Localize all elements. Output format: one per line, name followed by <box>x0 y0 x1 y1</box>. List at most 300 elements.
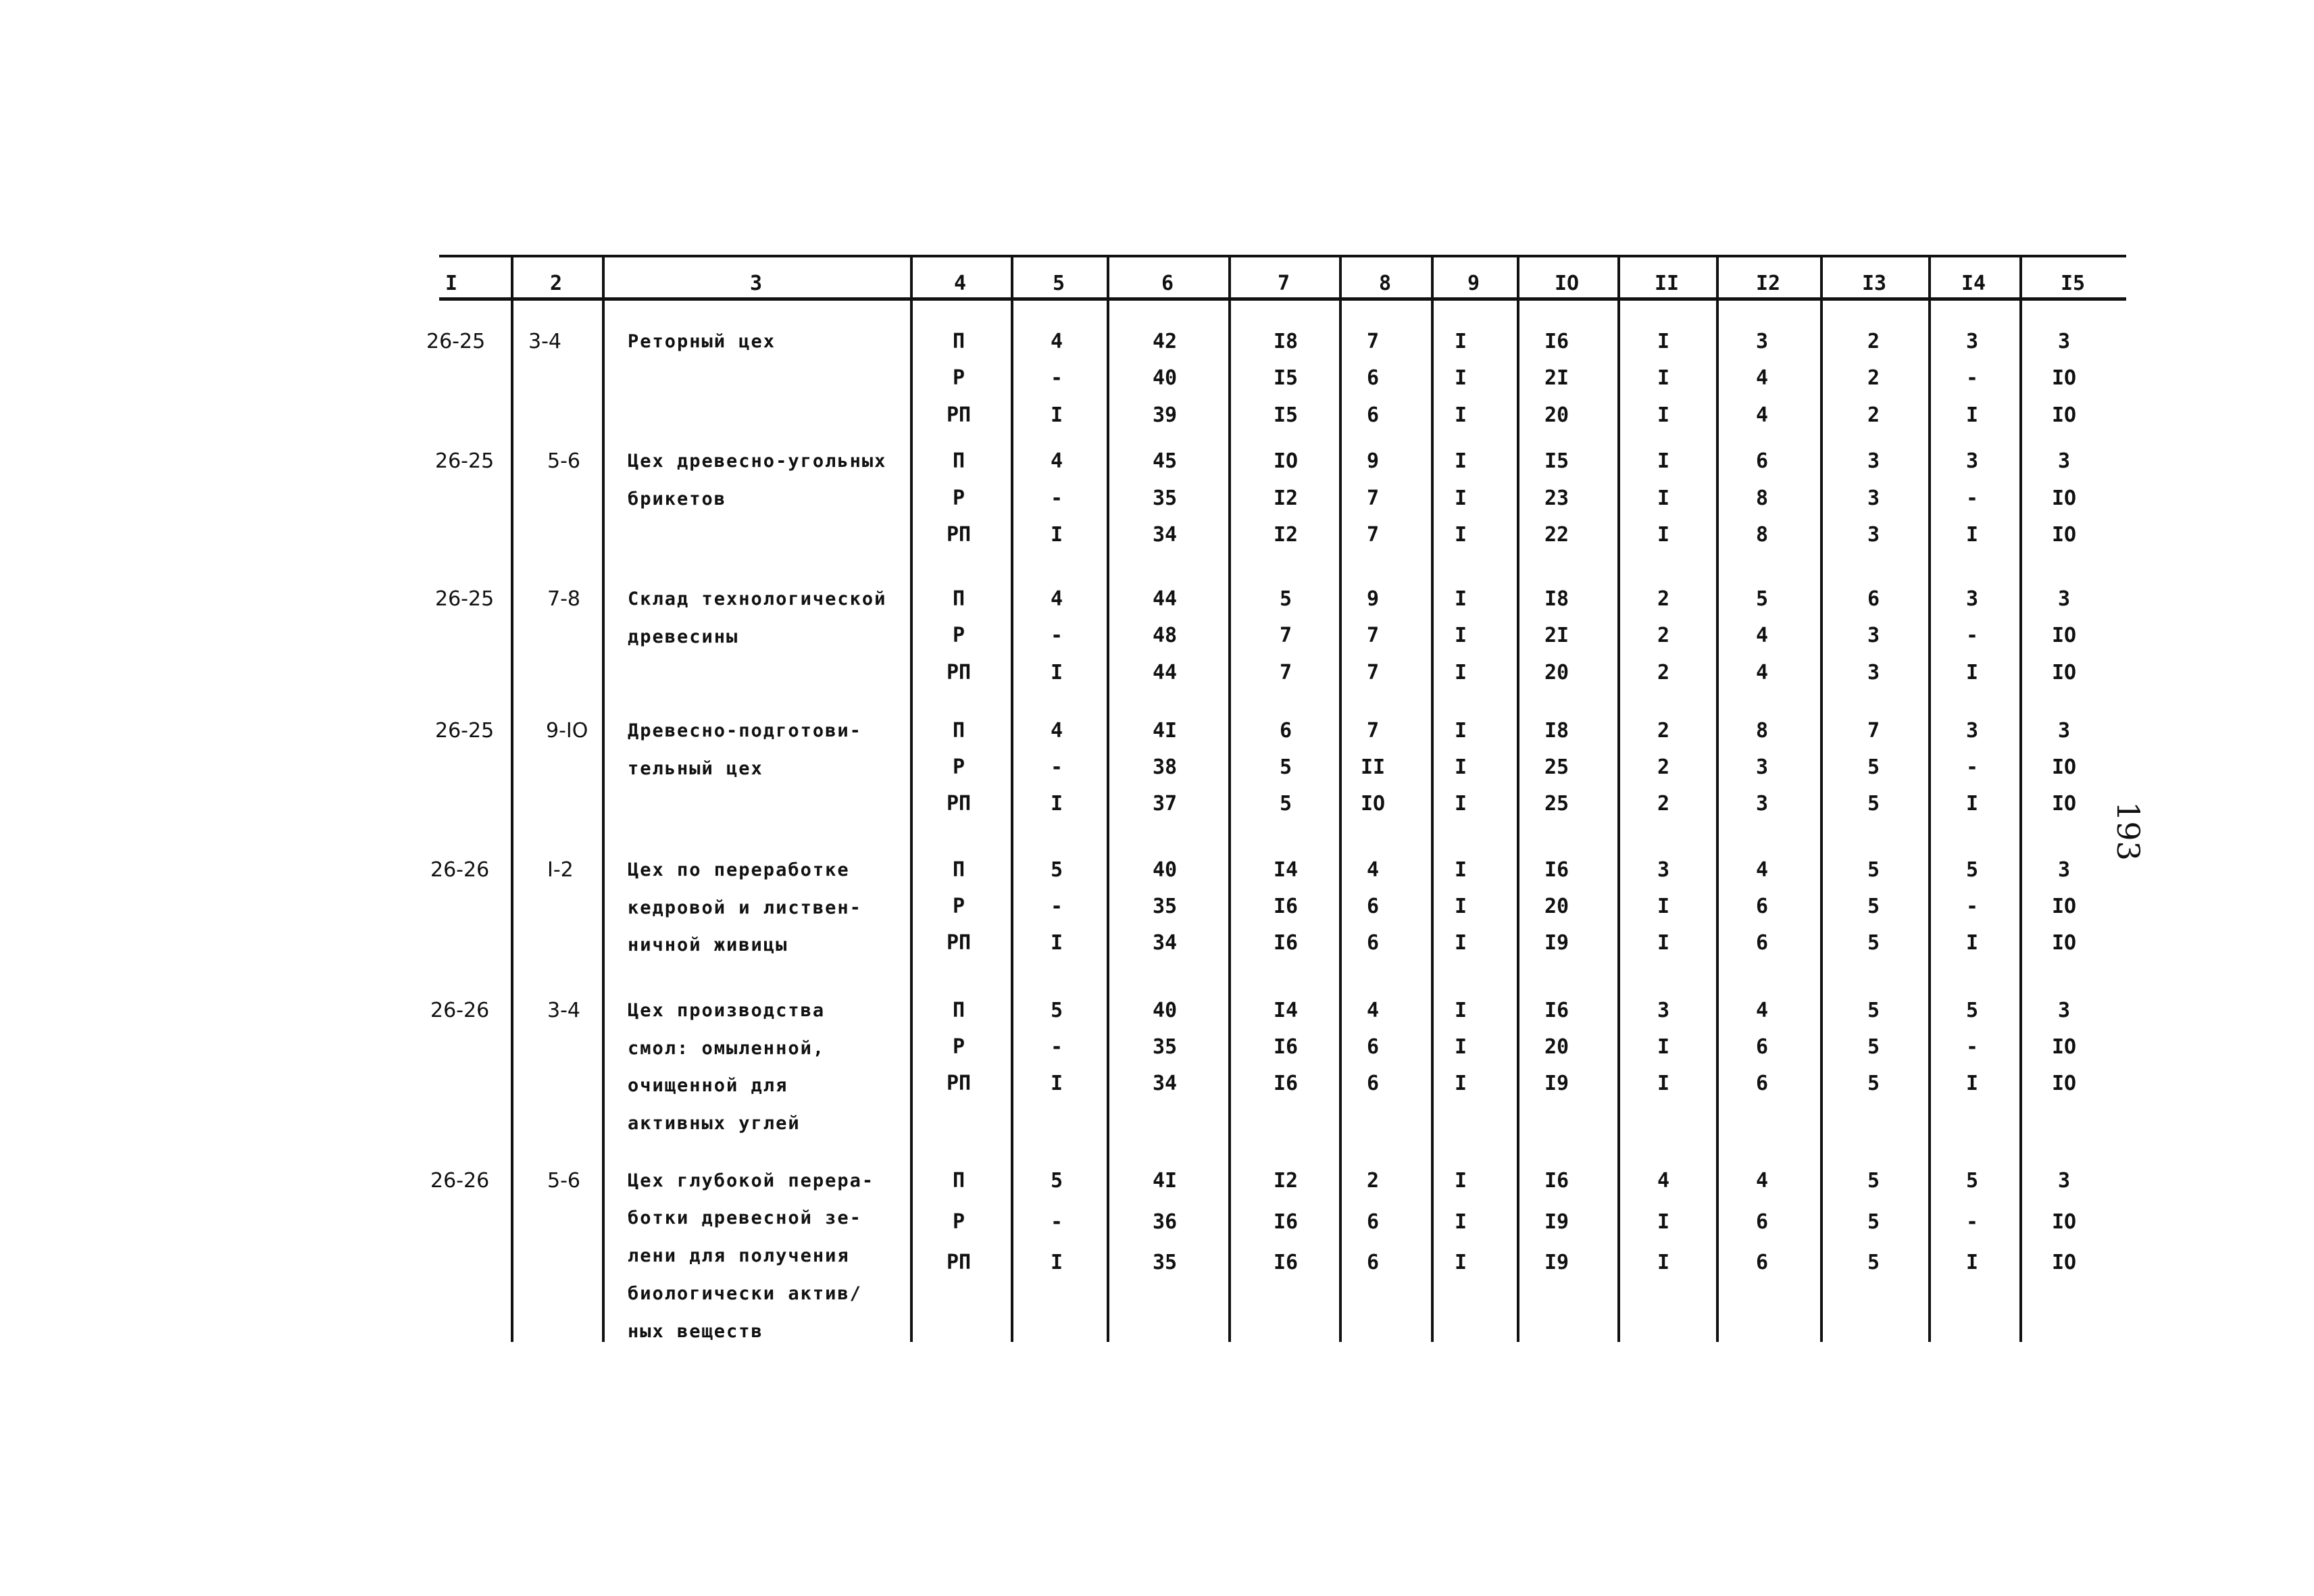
table-cell: 5 <box>1755 587 1769 611</box>
table-cell: 2 <box>1366 1169 1380 1193</box>
table-cell: I2 <box>1273 487 1299 510</box>
table-cell: 39 <box>1152 403 1178 427</box>
table-cell: 3 <box>2057 999 2071 1022</box>
column-header: 7 <box>1277 272 1290 295</box>
table-cell: 35 <box>1152 1035 1178 1059</box>
table-cell: I <box>1454 403 1467 427</box>
table-cell: I <box>1454 858 1467 882</box>
table-cell: 2I <box>1544 624 1569 647</box>
table-cell: IO <box>2051 1251 2077 1274</box>
table-cell: 6 <box>1279 719 1292 743</box>
table-cell: I <box>1050 661 1063 684</box>
table-cell: 4 <box>1755 858 1769 882</box>
table-cell: - <box>1965 366 1979 390</box>
table-cell: - <box>1965 895 1979 918</box>
table-cell: I6 <box>1544 999 1569 1022</box>
table-cell: 3 <box>1965 330 1979 353</box>
table-cell: РП <box>946 403 972 427</box>
table-cell: 4 <box>1366 999 1380 1022</box>
column-divider <box>602 257 605 1342</box>
column-divider <box>1517 257 1519 1342</box>
table-cell: 4 <box>1755 624 1769 647</box>
table-cell: 6 <box>1755 1035 1769 1059</box>
table-cell: 37 <box>1152 792 1178 816</box>
table-cell: 3 <box>1965 587 1979 611</box>
table-cell: 45 <box>1152 449 1178 473</box>
table-cell: I8 <box>1273 330 1299 353</box>
table-cell: 5 <box>1867 1169 1880 1193</box>
table-cell: 3 <box>1867 487 1880 510</box>
table-cell: I <box>1050 1251 1063 1274</box>
table-cell: 5 <box>1867 755 1880 779</box>
table-cell: 5 <box>1867 858 1880 882</box>
table-cell: IO <box>2051 1072 2077 1095</box>
table-cell: I <box>1454 895 1467 918</box>
row-description-line: Реторный цех <box>628 331 776 352</box>
table-cell: 5 <box>1279 792 1292 816</box>
table-cell: Р <box>952 1210 965 1234</box>
table-cell: I8 <box>1544 587 1569 611</box>
column-divider <box>910 257 913 1342</box>
column-divider <box>1617 257 1620 1342</box>
table-cell: IO <box>2051 895 2077 918</box>
column-header: 6 <box>1161 272 1174 295</box>
row-sheets: 3-4 <box>528 330 561 353</box>
table-cell: I6 <box>1273 931 1299 955</box>
table-cell: I <box>1454 330 1467 353</box>
table-cell: II <box>1360 755 1386 779</box>
table-cell: П <box>952 719 965 743</box>
table-cell: 40 <box>1152 999 1178 1022</box>
table-cell: 5 <box>1867 792 1880 816</box>
column-divider <box>1107 257 1109 1342</box>
table-cell: 2 <box>1657 587 1670 611</box>
table-cell: IO <box>2051 792 2077 816</box>
table-cell: 4 <box>1657 1169 1670 1193</box>
row-sheets: 9-IO <box>546 719 588 743</box>
column-divider <box>2019 257 2022 1342</box>
row-description-line: древесины <box>628 626 739 647</box>
table-cell: П <box>952 1169 965 1193</box>
table-cell: I <box>1454 587 1467 611</box>
table-cell: I <box>1454 792 1467 816</box>
table-cell: - <box>1965 755 1979 779</box>
table-cell: РП <box>946 1251 972 1274</box>
table-cell: 6 <box>1366 1251 1380 1274</box>
table-cell: - <box>1050 1210 1063 1234</box>
row-code: 26-25 <box>435 449 495 473</box>
table-cell: I <box>1454 661 1467 684</box>
table-cell: 2I <box>1544 366 1569 390</box>
table-cell: 6 <box>1366 931 1380 955</box>
table-cell: 48 <box>1152 624 1178 647</box>
table-cell: Р <box>952 624 965 647</box>
table-cell: П <box>952 587 965 611</box>
table-cell: 44 <box>1152 661 1178 684</box>
table-cell: IO <box>2051 624 2077 647</box>
table-cell: П <box>952 449 965 473</box>
table-cell: I6 <box>1273 1072 1299 1095</box>
table-cell: 4 <box>1755 1169 1769 1193</box>
table-cell: 35 <box>1152 487 1178 510</box>
row-description-line: Древесно-подготови- <box>628 720 862 741</box>
table-cell: 6 <box>1366 1210 1380 1234</box>
table-cell: I2 <box>1273 1169 1299 1193</box>
column-header: I4 <box>1961 272 1986 295</box>
table-cell: I <box>1657 403 1670 427</box>
row-description-line: очищенной для <box>628 1075 788 1096</box>
table-cell: 3 <box>1867 523 1880 547</box>
table-cell: I <box>1454 1035 1467 1059</box>
table-cell: IO <box>2051 661 2077 684</box>
table-cell: 7 <box>1366 719 1380 743</box>
column-header: 2 <box>549 272 563 295</box>
table-cell: I6 <box>1273 895 1299 918</box>
column-divider <box>1339 257 1342 1342</box>
table-cell: 7 <box>1366 661 1380 684</box>
table-cell: 7 <box>1366 330 1380 353</box>
table-cell: 6 <box>1755 449 1769 473</box>
table-cell: I <box>1965 1251 1979 1274</box>
table-cell: 4 <box>1366 858 1380 882</box>
table-cell: 3 <box>1657 999 1670 1022</box>
table-cell: 7 <box>1279 624 1292 647</box>
table-cell: I8 <box>1544 719 1569 743</box>
table-cell: - <box>1965 487 1979 510</box>
table-cell: I6 <box>1273 1210 1299 1234</box>
table-cell: 34 <box>1152 523 1178 547</box>
column-divider <box>1228 257 1231 1342</box>
table-cell: 5 <box>1965 999 1979 1022</box>
table-cell: I <box>1657 449 1670 473</box>
row-description-line: кедровой и листвен- <box>628 897 862 918</box>
table-cell: 2 <box>1657 755 1670 779</box>
table-cell: IO <box>2051 1210 2077 1234</box>
row-sheets: 5-6 <box>547 1169 580 1193</box>
table-cell: 3 <box>1965 719 1979 743</box>
table-cell: 5 <box>1279 587 1292 611</box>
table-cell: 5 <box>1867 1251 1880 1274</box>
column-header: 8 <box>1378 272 1392 295</box>
row-description-line: лени для получения <box>628 1245 850 1266</box>
column-divider <box>1716 257 1719 1342</box>
table-cell: 23 <box>1544 487 1569 510</box>
row-description-line: Склад технологической <box>628 589 887 609</box>
row-code: 26-26 <box>430 858 490 882</box>
table-cell: I4 <box>1273 999 1299 1022</box>
row-description-line: смол: омыленной, <box>628 1038 826 1059</box>
table-cell: IO <box>1273 449 1299 473</box>
table-cell: Р <box>952 755 965 779</box>
table-cell: 25 <box>1544 755 1569 779</box>
table-cell: 3 <box>2057 1169 2071 1193</box>
column-header: 3 <box>749 272 763 295</box>
column-header: 5 <box>1052 272 1065 295</box>
table-cell: IO <box>2051 487 2077 510</box>
table-cell: 7 <box>1867 719 1880 743</box>
table-cell: I <box>1050 1072 1063 1095</box>
table-cell: I <box>1050 403 1063 427</box>
table-cell: I <box>1965 661 1979 684</box>
table-cell: I <box>1454 523 1467 547</box>
column-header: I <box>445 272 458 295</box>
table-cell: I <box>1454 366 1467 390</box>
table-cell: - <box>1050 1035 1063 1059</box>
table-cell: 9 <box>1366 587 1380 611</box>
table-cell: 5 <box>1965 858 1979 882</box>
table-cell: 7 <box>1279 661 1292 684</box>
row-description-line: Цех по переработке <box>628 859 850 880</box>
table-cell: - <box>1050 755 1063 779</box>
table-cell: I <box>1657 895 1670 918</box>
table-cell: РП <box>946 931 972 955</box>
table-cell: I4 <box>1273 858 1299 882</box>
table-cell: 2 <box>1867 330 1880 353</box>
row-code: 26-25 <box>435 719 495 743</box>
table-cell: I9 <box>1544 931 1569 955</box>
row-description-line: биологически актив/ <box>628 1283 862 1304</box>
table-cell: I <box>1965 792 1979 816</box>
table-cell: 2 <box>1867 403 1880 427</box>
column-header: IO <box>1554 272 1580 295</box>
table-cell: - <box>1965 624 1979 647</box>
table-cell: I <box>1965 1072 1979 1095</box>
table-cell: 4 <box>1755 661 1769 684</box>
table-cell: I <box>1454 1210 1467 1234</box>
table-cell: I <box>1454 1072 1467 1095</box>
table-cell: IO <box>2051 1035 2077 1059</box>
table-cell: 6 <box>1366 403 1380 427</box>
row-code: 26-25 <box>435 587 495 611</box>
table-cell: I <box>1657 1251 1670 1274</box>
header-bottom-rule <box>439 297 2126 301</box>
table-cell: I <box>1965 931 1979 955</box>
table-top-rule <box>439 255 2126 257</box>
column-divider <box>1928 257 1931 1342</box>
table-cell: 20 <box>1544 403 1569 427</box>
table-cell: 35 <box>1152 1251 1178 1274</box>
row-description-line: активных углей <box>628 1113 801 1134</box>
row-sheets: I-2 <box>547 858 574 882</box>
row-code: 26-26 <box>430 1169 490 1193</box>
table-cell: 3 <box>1867 449 1880 473</box>
table-cell: I5 <box>1273 366 1299 390</box>
table-cell: - <box>1965 1210 1979 1234</box>
table-cell: 5 <box>1867 999 1880 1022</box>
table-cell: 8 <box>1755 487 1769 510</box>
table-cell: 2 <box>1657 792 1670 816</box>
table-cell: 3 <box>1867 624 1880 647</box>
table-cell: 6 <box>1366 1072 1380 1095</box>
table-cell: 4 <box>1050 587 1063 611</box>
table-cell: 8 <box>1755 719 1769 743</box>
table-cell: РП <box>946 1072 972 1095</box>
column-divider <box>511 257 513 1342</box>
table-cell: Р <box>952 895 965 918</box>
column-divider <box>1820 257 1823 1342</box>
table-cell: 3 <box>2057 858 2071 882</box>
table-cell: 4 <box>1050 449 1063 473</box>
table-cell: - <box>1050 895 1063 918</box>
table-cell: 6 <box>1366 1035 1380 1059</box>
table-cell: 3 <box>2057 719 2071 743</box>
table-cell: 4 <box>1050 719 1063 743</box>
table-cell: I <box>1657 487 1670 510</box>
table-cell: 4 <box>1755 999 1769 1022</box>
table-cell: I5 <box>1273 403 1299 427</box>
table-cell: I <box>1965 523 1979 547</box>
column-header: I5 <box>2060 272 2086 295</box>
row-description-line: ничной живицы <box>628 934 788 955</box>
table-cell: - <box>1050 624 1063 647</box>
table-cell: 7 <box>1366 624 1380 647</box>
table-cell: 38 <box>1152 755 1178 779</box>
table-cell: 6 <box>1366 366 1380 390</box>
table-cell: I6 <box>1544 1169 1569 1193</box>
table-cell: 8 <box>1755 523 1769 547</box>
row-sheets: 7-8 <box>547 587 580 611</box>
table-cell: 7 <box>1366 487 1380 510</box>
table-cell: 5 <box>1867 895 1880 918</box>
table-cell: 34 <box>1152 1072 1178 1095</box>
column-header: 9 <box>1467 272 1480 295</box>
table-cell: П <box>952 330 965 353</box>
table-cell: 42 <box>1152 330 1178 353</box>
table-cell: Р <box>952 366 965 390</box>
table-cell: 5 <box>1867 1072 1880 1095</box>
table-cell: I <box>1050 792 1063 816</box>
row-description-line: ных веществ <box>628 1321 763 1342</box>
table-cell: I <box>1050 523 1063 547</box>
table-cell: 4 <box>1755 403 1769 427</box>
row-sheets: 5-6 <box>547 449 580 473</box>
column-header: I3 <box>1861 272 1887 295</box>
table-cell: 4 <box>1050 330 1063 353</box>
table-cell: П <box>952 999 965 1022</box>
table-cell: 6 <box>1755 1210 1769 1234</box>
table-cell: 3 <box>2057 587 2071 611</box>
table-cell: I6 <box>1544 858 1569 882</box>
table-cell: I <box>1454 624 1467 647</box>
row-sheets: 3-4 <box>547 999 580 1022</box>
table-cell: I <box>1657 1072 1670 1095</box>
table-cell: 35 <box>1152 895 1178 918</box>
table-cell: IO <box>2051 931 2077 955</box>
row-description-line: Цех глубокой перера- <box>628 1170 875 1191</box>
table-cell: 36 <box>1152 1210 1178 1234</box>
table-cell: 6 <box>1755 931 1769 955</box>
table-cell: I <box>1454 449 1467 473</box>
column-header: II <box>1654 272 1680 295</box>
table-cell: 3 <box>2057 449 2071 473</box>
table-cell: 6 <box>1755 1251 1769 1274</box>
table-cell: 3 <box>2057 330 2071 353</box>
table-cell: 7 <box>1366 523 1380 547</box>
table-cell: 6 <box>1755 1072 1769 1095</box>
table-cell: 34 <box>1152 931 1178 955</box>
row-description-line: Цех древесно-угольных <box>628 451 887 472</box>
table-cell: 2 <box>1867 366 1880 390</box>
table-cell: IO <box>1360 792 1386 816</box>
table-cell: - <box>1050 487 1063 510</box>
table-cell: I <box>1657 1210 1670 1234</box>
table-cell: 5 <box>1867 931 1880 955</box>
table-cell: РП <box>946 792 972 816</box>
table-cell: I2 <box>1273 523 1299 547</box>
table-cell: Р <box>952 1035 965 1059</box>
table-cell: I <box>1454 931 1467 955</box>
table-cell: 40 <box>1152 858 1178 882</box>
table-cell: I <box>1454 719 1467 743</box>
table-cell: I6 <box>1273 1035 1299 1059</box>
table-cell: 20 <box>1544 895 1569 918</box>
table-cell: I <box>1050 931 1063 955</box>
table-cell: 6 <box>1755 895 1769 918</box>
table-cell: I <box>1454 1251 1467 1274</box>
table-cell: IO <box>2051 366 2077 390</box>
row-code: 26-25 <box>426 330 486 353</box>
table-cell: 3 <box>1755 755 1769 779</box>
table-cell: 2 <box>1657 719 1670 743</box>
row-description-line: брикетов <box>628 489 727 509</box>
table-cell: I <box>1454 1169 1467 1193</box>
table-cell: I <box>1965 403 1979 427</box>
table-cell: 5 <box>1279 755 1292 779</box>
table-cell: 6 <box>1867 587 1880 611</box>
table-cell: 9 <box>1366 449 1380 473</box>
table-cell: 44 <box>1152 587 1178 611</box>
table-cell: 2 <box>1657 624 1670 647</box>
table-cell: 4 <box>1755 366 1769 390</box>
table-cell: I <box>1657 366 1670 390</box>
table-cell: П <box>952 858 965 882</box>
table-cell: I <box>1657 931 1670 955</box>
table-cell: I <box>1454 999 1467 1022</box>
column-divider <box>1431 257 1434 1342</box>
table-cell: I9 <box>1544 1072 1569 1095</box>
table-cell: - <box>1965 1035 1979 1059</box>
table-cell: РП <box>946 661 972 684</box>
table-cell: 40 <box>1152 366 1178 390</box>
table-cell: 25 <box>1544 792 1569 816</box>
column-header: 4 <box>953 272 967 295</box>
table-cell: 5 <box>1050 1169 1063 1193</box>
table-cell: 6 <box>1366 895 1380 918</box>
table-cell: IO <box>2051 755 2077 779</box>
table-cell: I9 <box>1544 1210 1569 1234</box>
table-cell: 5 <box>1050 999 1063 1022</box>
table-cell: I <box>1454 755 1467 779</box>
table-cell: 4I <box>1152 1169 1178 1193</box>
table-cell: 5 <box>1050 858 1063 882</box>
table-cell: I <box>1657 523 1670 547</box>
table-cell: I9 <box>1544 1251 1569 1274</box>
table-cell: 22 <box>1544 523 1569 547</box>
table-cell: I6 <box>1544 330 1569 353</box>
table-cell: 20 <box>1544 1035 1569 1059</box>
table-cell: РП <box>946 523 972 547</box>
row-description-line: Цех производства <box>628 1000 826 1021</box>
table-cell: - <box>1050 366 1063 390</box>
table-cell: 5 <box>1965 1169 1979 1193</box>
row-code: 26-26 <box>430 999 490 1022</box>
column-divider <box>1011 257 1013 1342</box>
table-cell: 4I <box>1152 719 1178 743</box>
table-cell: 3 <box>1755 330 1769 353</box>
table-cell: IO <box>2051 403 2077 427</box>
table-cell: 3 <box>1965 449 1979 473</box>
table-cell: I5 <box>1544 449 1569 473</box>
